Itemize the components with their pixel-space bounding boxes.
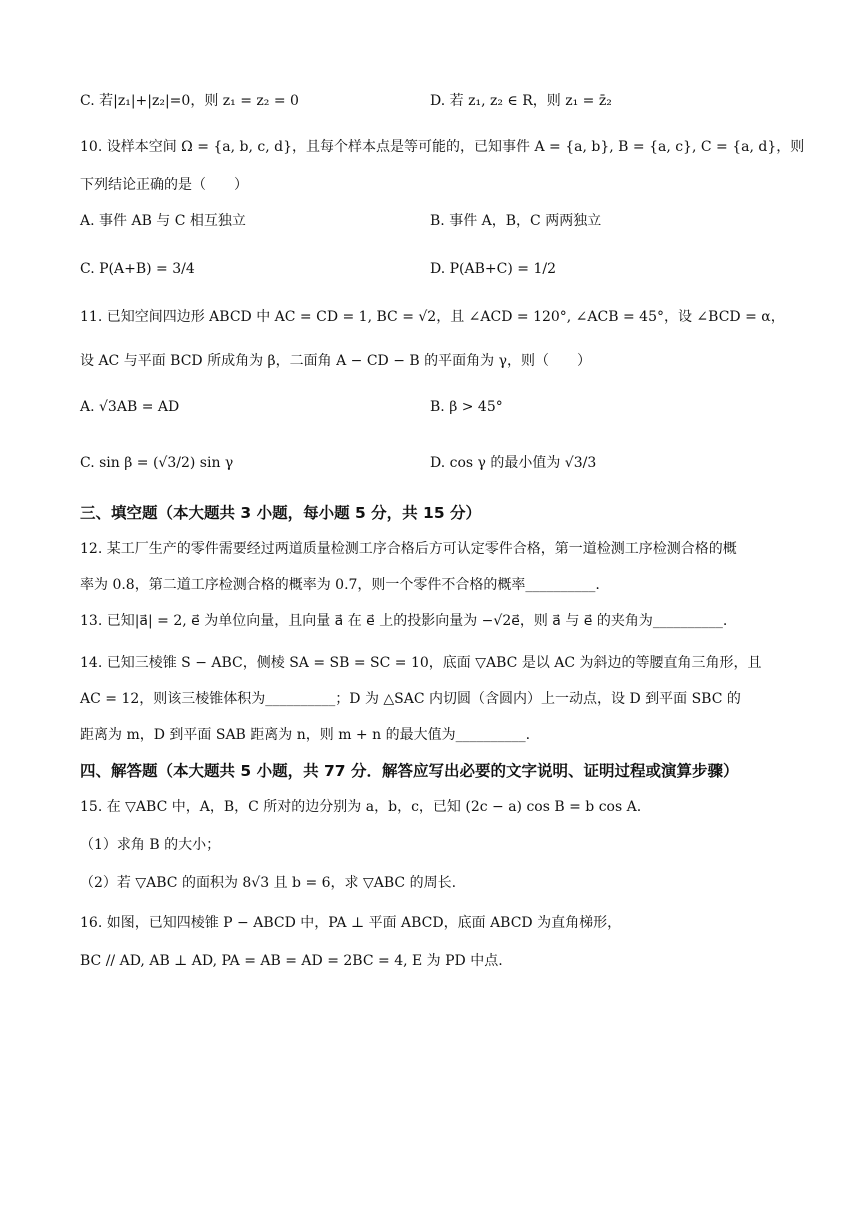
text-line-12: C. sin β = (√3/2) sin γ — [80, 455, 234, 471]
text-line-4: A. 事件 AB 与 C 相互独立 — [80, 213, 246, 229]
text-line-24: （2）若 ▽ABC 的面积为 8√3 且 b = 6，求 ▽ABC 的周长. — [80, 875, 457, 891]
text-line-3: 下列结论正确的是（ ） — [80, 177, 248, 193]
text-line-25: 16. 如图，已知四棱锥 P − ABCD 中，PA ⊥ 平面 ABCD，底面 ABCD 为直角梯形， — [80, 915, 622, 931]
text-line-17: 13. 已知|a⃗| = 2, e⃗ 为单位向量，且向量 a⃗ 在 e⃗ 上的投影向量为 −√2e⃗，则 a⃗ 与 e⃗ 的夹角为__________. — [80, 613, 728, 629]
text-line-19: AC = 12，则该三棱锥体积为__________；D 为 △SAC 内切圆（含圆内）上一动点，设 D 到平面 SBC 的 — [80, 691, 741, 707]
text-line-10: A. √3AB = AD — [80, 399, 180, 415]
text-line-1: D. 若 z₁, z₂ ∈ R，则 z₁ = z̄₂ — [430, 93, 612, 109]
text-line-8: 11. 已知空间四边形 ABCD 中 AC = CD = 1, BC = √2，且 ∠ACD = 120°, ∠ACB = 45°，设 ∠BCD = α， — [80, 309, 785, 325]
text-line-20: 距离为 m，D 到平面 SAB 距离为 n，则 m + n 的最大值为__________. — [80, 727, 531, 743]
text-line-16: 率为 0.8，第二道工序检测合格的概率为 0.7，则一个零件不合格的概率__________. — [80, 577, 600, 593]
text-line-22: 15. 在 ▽ABC 中，A，B，C 所对的边分别为 a，b，c，已知 (2c − a) cos B = b cos A. — [80, 799, 642, 815]
text-line-6: C. P(A+B) = 3/4 — [80, 261, 195, 277]
text-line-7: D. P(AB+C) = 1/2 — [430, 261, 556, 277]
text-line-15: 12. 某工厂生产的零件需要经过两道质量检测工序合格后方可认定零件合格，第一道检测工序检测合格的概 — [80, 541, 737, 557]
text-line-14: 三、填空题（本大题共 3 小题，每小题 5 分，共 15 分） — [80, 504, 482, 522]
text-line-21: 四、解答题（本大题共 5 小题，共 77 分．解答应写出必要的文字说明、证明过程或演算步骤） — [80, 762, 739, 780]
text-line-0: C. 若|z₁|+|z₂|=0，则 z₁ = z₂ = 0 — [80, 93, 299, 109]
text-line-23: （1）求角 B 的大小； — [80, 837, 221, 853]
text-line-26: BC // AD, AB ⊥ AD, PA = AB = AD = 2BC = 4, E 为 PD 中点. — [80, 953, 503, 969]
text-line-5: B. 事件 A，B，C 两两独立 — [430, 213, 602, 229]
text-line-18: 14. 已知三棱锥 S − ABC，侧棱 SA = SB = SC = 10，底面 ▽ABC 是以 AC 为斜边的等腰直角三角形，且 — [80, 655, 762, 671]
text-line-11: B. β > 45° — [430, 399, 503, 415]
text-line-13: D. cos γ 的最小值为 √3/3 — [430, 455, 597, 471]
text-line-2: 10. 设样本空间 Ω = {a, b, c, d}，且每个样本点是等可能的，已知事件 A = {a, b}, B = {a, c}, C = {a, d}，则 — [80, 139, 805, 155]
text-line-9: 设 AC 与平面 BCD 所成角为 β，二面角 A − CD − B 的平面角为 γ，则（ ） — [80, 353, 591, 369]
